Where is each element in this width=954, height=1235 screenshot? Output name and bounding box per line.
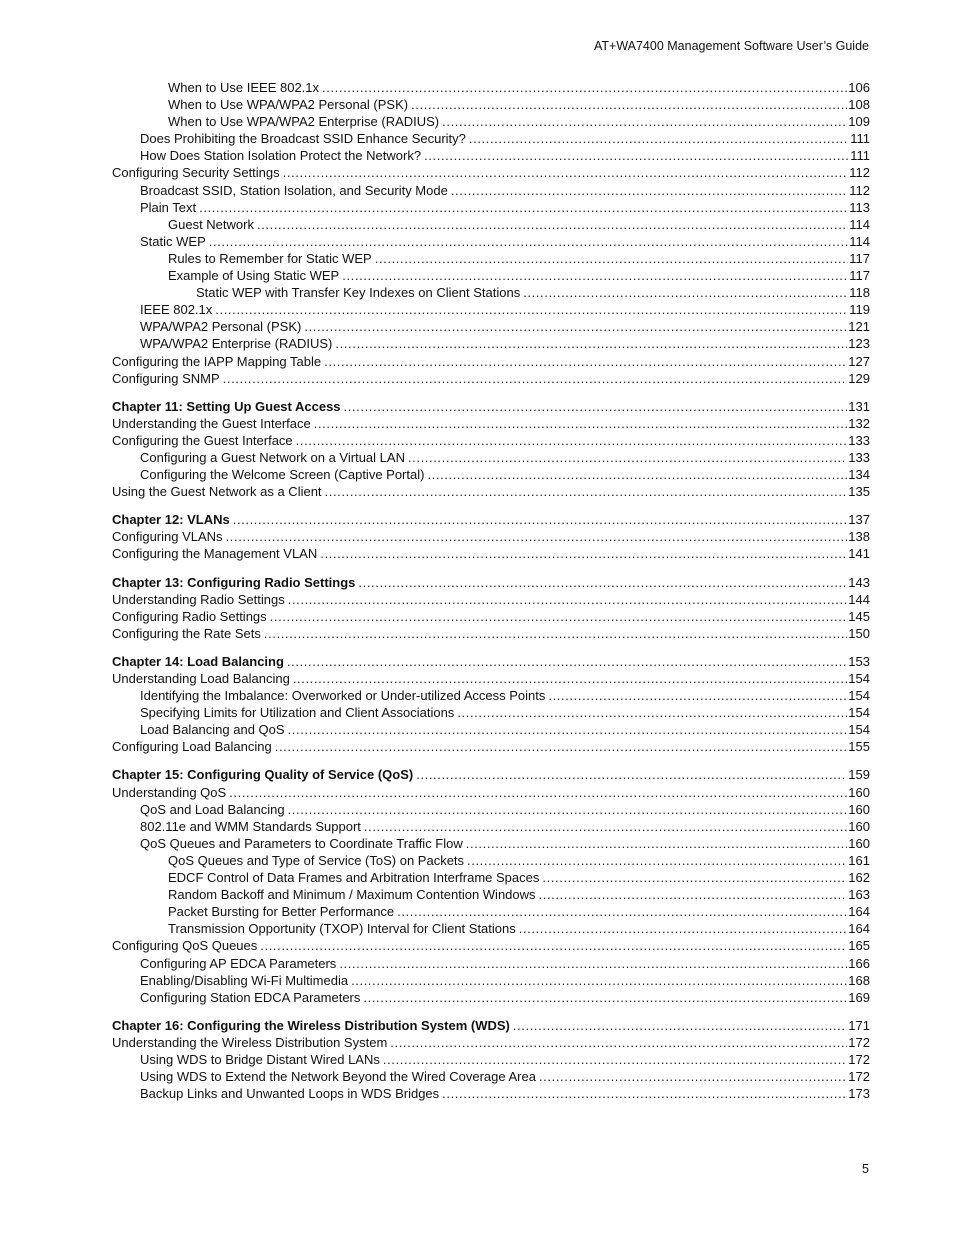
dot-leader bbox=[335, 335, 847, 352]
toc-entry-title: Configuring the Guest Interface bbox=[112, 432, 293, 448]
toc-entry[interactable] bbox=[112, 335, 870, 352]
toc-entry[interactable] bbox=[112, 591, 870, 608]
toc-entry[interactable] bbox=[112, 353, 870, 370]
dot-leader bbox=[513, 1017, 847, 1034]
toc-entry-title: Using WDS to Extend the Network Beyond the Wired Coverage Area bbox=[140, 1069, 536, 1085]
toc-entry[interactable] bbox=[112, 284, 870, 301]
toc-entry[interactable] bbox=[112, 721, 870, 738]
toc-entry-title: Specifying Limits for Utilization and Client Associations bbox=[140, 705, 455, 721]
toc-entry-title: WPA/WPA2 Personal (PSK) bbox=[140, 319, 302, 335]
toc-entry-title: QoS Queues and Parameters to Coordinate Traffic Flow bbox=[140, 835, 463, 851]
toc-entry-title: Configuring VLANs bbox=[112, 529, 223, 545]
toc-entry-page-number: 164 bbox=[848, 904, 870, 920]
toc-entry[interactable] bbox=[112, 801, 870, 818]
toc-entry-title: Random Backoff and Minimum / Maximum Contention Windows bbox=[168, 887, 536, 903]
toc-entry[interactable] bbox=[112, 96, 870, 113]
toc-entry[interactable] bbox=[112, 130, 870, 147]
table-of-contents bbox=[112, 79, 870, 1102]
toc-entry[interactable] bbox=[112, 1034, 870, 1051]
toc-entry[interactable] bbox=[112, 989, 870, 1006]
toc-entry-page-number: 161 bbox=[848, 852, 870, 868]
toc-entry-title: Backup Links and Unwanted Loops in WDS Bridges bbox=[140, 1086, 440, 1102]
toc-entry[interactable] bbox=[112, 886, 870, 903]
dot-leader bbox=[542, 869, 847, 886]
toc-entry[interactable] bbox=[112, 432, 870, 449]
toc-entry-title: Static WEP bbox=[140, 233, 206, 249]
toc-entry-title: Does Prohibiting the Broadcast SSID Enhance Security? bbox=[140, 131, 466, 147]
dot-leader bbox=[457, 704, 847, 721]
toc-entry-title: Configuring Security Settings bbox=[112, 165, 280, 181]
dot-leader bbox=[275, 738, 848, 755]
toc-chapter-heading[interactable] bbox=[112, 1017, 870, 1034]
dot-leader bbox=[424, 147, 849, 164]
toc-entry-title: Understanding Radio Settings bbox=[112, 591, 285, 607]
toc-entry[interactable] bbox=[112, 704, 870, 721]
toc-entry[interactable] bbox=[112, 818, 870, 835]
toc-chapter-heading[interactable] bbox=[112, 653, 870, 670]
toc-entry-title: Chapter 13: Configuring Radio Settings bbox=[112, 574, 356, 590]
dot-leader bbox=[469, 130, 849, 147]
toc-entry-page-number: 144 bbox=[848, 591, 870, 607]
toc-entry-title: Chapter 15: Configuring Quality of Service (QoS) bbox=[112, 767, 414, 783]
dot-leader bbox=[339, 955, 847, 972]
toc-entry[interactable] bbox=[112, 1085, 870, 1102]
toc-entry-page-number: 172 bbox=[848, 1069, 870, 1085]
dot-leader bbox=[199, 199, 848, 216]
toc-entry[interactable] bbox=[112, 608, 870, 625]
toc-entry-title: Packet Bursting for Better Performance bbox=[168, 904, 395, 920]
toc-entry-title: Configuring AP EDCA Parameters bbox=[140, 955, 337, 971]
toc-entry[interactable] bbox=[112, 920, 870, 937]
toc-entry-title: IEEE 802.1x bbox=[140, 302, 213, 318]
dot-leader bbox=[344, 398, 848, 415]
dot-leader bbox=[442, 1085, 847, 1102]
toc-entry[interactable] bbox=[112, 955, 870, 972]
dot-leader bbox=[288, 801, 848, 818]
toc-entry-title: Configuring a Guest Network on a Virtual LAN bbox=[140, 449, 405, 465]
toc-entry-page-number: 114 bbox=[849, 216, 870, 232]
toc-entry-page-number: 117 bbox=[849, 250, 870, 266]
toc-entry-title: WPA/WPA2 Enterprise (RADIUS) bbox=[140, 336, 333, 352]
toc-entry-page-number: 160 bbox=[848, 801, 870, 817]
dot-leader bbox=[314, 415, 848, 432]
toc-entry-page-number: 172 bbox=[848, 1034, 870, 1050]
toc-entry-title: Chapter 12: VLANs bbox=[112, 512, 230, 528]
toc-entry-title: Guest Network bbox=[168, 216, 254, 232]
toc-entry-page-number: 163 bbox=[848, 887, 870, 903]
dot-leader bbox=[411, 96, 847, 113]
page-number: 5 bbox=[862, 1162, 869, 1176]
dot-leader bbox=[226, 528, 848, 545]
toc-entry-title: QoS Queues and Type of Service (ToS) on Packets bbox=[168, 852, 465, 868]
toc-entry-page-number: 112 bbox=[849, 182, 870, 198]
toc-entry-title: When to Use WPA/WPA2 Enterprise (RADIUS) bbox=[168, 114, 440, 130]
toc-entry-page-number: 159 bbox=[848, 767, 870, 783]
toc-entry[interactable] bbox=[112, 370, 870, 387]
toc-entry-page-number: 143 bbox=[848, 574, 870, 590]
toc-entry[interactable] bbox=[112, 147, 870, 164]
dot-leader bbox=[390, 1034, 847, 1051]
toc-entry-page-number: 160 bbox=[848, 835, 870, 851]
dot-leader bbox=[260, 937, 847, 954]
dot-leader bbox=[264, 625, 847, 642]
toc-entry-page-number: 155 bbox=[848, 739, 870, 755]
toc-entry-page-number: 150 bbox=[848, 625, 870, 641]
toc-entry[interactable] bbox=[112, 835, 870, 852]
toc-entry-page-number: 153 bbox=[848, 653, 870, 669]
dot-leader bbox=[209, 233, 849, 250]
toc-entry-title: Configuring the IAPP Mapping Table bbox=[112, 353, 322, 369]
toc-entry-page-number: 131 bbox=[848, 398, 870, 414]
toc-entry-page-number: 112 bbox=[849, 165, 870, 181]
toc-chapter-heading[interactable] bbox=[112, 574, 870, 591]
toc-entry-page-number: 169 bbox=[848, 989, 870, 1005]
toc-entry[interactable] bbox=[112, 784, 870, 801]
toc-entry-page-number: 129 bbox=[848, 370, 870, 386]
toc-entry-page-number: 111 bbox=[850, 131, 870, 147]
toc-entry-title: Configuring the Rate Sets bbox=[112, 625, 261, 641]
dot-leader bbox=[288, 591, 848, 608]
toc-entry[interactable] bbox=[112, 903, 870, 920]
toc-entry-title: Configuring Station EDCA Parameters bbox=[140, 989, 361, 1005]
dot-leader bbox=[427, 466, 847, 483]
toc-entry[interactable] bbox=[112, 415, 870, 432]
toc-entry-page-number: 137 bbox=[848, 512, 870, 528]
toc-entry[interactable] bbox=[112, 199, 870, 216]
toc-entry-page-number: 108 bbox=[848, 97, 870, 113]
toc-entry-title: Configuring Radio Settings bbox=[112, 608, 267, 624]
toc-entry[interactable] bbox=[112, 250, 870, 267]
toc-entry-page-number: 117 bbox=[849, 268, 870, 284]
toc-entry-title: When to Use WPA/WPA2 Personal (PSK) bbox=[168, 97, 409, 113]
toc-entry[interactable] bbox=[112, 937, 870, 954]
toc-entry-page-number: 164 bbox=[848, 921, 870, 937]
dot-leader bbox=[451, 182, 848, 199]
dot-leader bbox=[229, 784, 847, 801]
toc-entry-title: Load Balancing and QoS bbox=[140, 722, 285, 738]
toc-entry-page-number: 138 bbox=[848, 529, 870, 545]
toc-entry[interactable] bbox=[112, 318, 870, 335]
dot-leader bbox=[257, 216, 848, 233]
toc-entry-page-number: 160 bbox=[848, 784, 870, 800]
toc-entry-page-number: 118 bbox=[849, 285, 870, 301]
toc-entry[interactable] bbox=[112, 233, 870, 250]
dot-leader bbox=[375, 250, 849, 267]
dot-leader bbox=[233, 511, 848, 528]
toc-entry-page-number: 132 bbox=[848, 415, 870, 431]
dot-leader bbox=[364, 818, 847, 835]
toc-entry-page-number: 154 bbox=[848, 671, 870, 686]
toc-entry-title: Understanding Load Balancing bbox=[112, 671, 290, 686]
toc-entry[interactable] bbox=[112, 1051, 870, 1068]
toc-chapter-heading[interactable] bbox=[112, 398, 870, 415]
toc-entry[interactable] bbox=[112, 113, 870, 130]
toc-entry-title: When to Use IEEE 802.1x bbox=[168, 80, 320, 95]
toc-entry[interactable] bbox=[112, 528, 870, 545]
toc-entry-title: Using WDS to Bridge Distant Wired LANs bbox=[140, 1051, 380, 1067]
toc-entry[interactable] bbox=[112, 267, 870, 284]
toc-entry-page-number: 165 bbox=[848, 938, 870, 954]
dot-leader bbox=[363, 989, 847, 1006]
toc-entry-page-number: 154 bbox=[848, 688, 870, 704]
dot-leader bbox=[539, 1068, 847, 1085]
toc-entry-page-number: 135 bbox=[848, 484, 870, 500]
toc-entry[interactable] bbox=[112, 79, 870, 96]
toc-entry-title: Example of Using Static WEP bbox=[168, 268, 340, 284]
toc-entry-page-number: 166 bbox=[848, 955, 870, 971]
toc-entry[interactable] bbox=[112, 670, 870, 687]
dot-leader bbox=[539, 886, 848, 903]
toc-entry-page-number: 171 bbox=[848, 1017, 870, 1033]
dot-leader bbox=[548, 687, 847, 704]
toc-entry-page-number: 145 bbox=[848, 608, 870, 624]
toc-entry[interactable] bbox=[112, 738, 870, 755]
toc-entry-page-number: 123 bbox=[848, 336, 870, 352]
toc-entry-title: Understanding the Wireless Distribution System bbox=[112, 1034, 388, 1050]
dot-leader bbox=[296, 432, 848, 449]
toc-entry-page-number: 172 bbox=[848, 1051, 870, 1067]
toc-entry[interactable] bbox=[112, 972, 870, 989]
dot-leader bbox=[287, 653, 847, 670]
toc-entry[interactable] bbox=[112, 852, 870, 869]
toc-entry-page-number: 119 bbox=[849, 302, 870, 318]
toc-entry[interactable] bbox=[112, 301, 870, 318]
toc-entry-title: Static WEP with Transfer Key Indexes on Client Stations bbox=[196, 285, 521, 301]
running-header: AT+WA7400 Management Software User’s Guide bbox=[593, 39, 869, 53]
toc-chapter-heading[interactable] bbox=[112, 511, 870, 528]
dot-leader bbox=[466, 835, 848, 852]
toc-entry[interactable] bbox=[112, 869, 870, 886]
dot-leader bbox=[442, 113, 847, 130]
toc-entry-title: Identifying the Imbalance: Overworked or Under-utilized Access Points bbox=[140, 688, 546, 704]
dot-leader bbox=[283, 164, 849, 181]
toc-entry-title: Understanding the Guest Interface bbox=[112, 415, 311, 431]
dot-leader bbox=[293, 670, 847, 687]
toc-entry-page-number: 133 bbox=[848, 449, 870, 465]
toc-entry-page-number: 113 bbox=[849, 199, 870, 215]
toc-entry-title: Chapter 14: Load Balancing bbox=[112, 653, 284, 669]
toc-entry-title: Enabling/Disabling Wi-Fi Multimedia bbox=[140, 972, 349, 988]
dot-leader bbox=[324, 353, 847, 370]
toc-entry-page-number: 133 bbox=[848, 432, 870, 448]
toc-entry[interactable] bbox=[112, 545, 870, 562]
dot-leader bbox=[467, 852, 847, 869]
toc-entry-title: Configuring the Management VLAN bbox=[112, 546, 318, 562]
toc-entry[interactable] bbox=[112, 466, 870, 483]
dot-leader bbox=[223, 370, 848, 387]
toc-entry-page-number: 154 bbox=[848, 722, 870, 738]
toc-entry-title: Configuring SNMP bbox=[112, 370, 220, 386]
toc-entry[interactable] bbox=[112, 483, 870, 500]
toc-entry-page-number: 162 bbox=[848, 870, 870, 886]
dot-leader bbox=[351, 972, 847, 989]
toc-entry[interactable] bbox=[112, 164, 870, 181]
dot-leader bbox=[523, 284, 848, 301]
toc-entry[interactable] bbox=[112, 687, 870, 704]
toc-entry-title: Plain Text bbox=[140, 199, 197, 215]
toc-entry-page-number: 160 bbox=[848, 818, 870, 834]
toc-entry-title: Configuring Load Balancing bbox=[112, 739, 272, 755]
toc-entry-page-number: 121 bbox=[848, 319, 870, 335]
toc-entry-page-number: 127 bbox=[848, 353, 870, 369]
toc-entry-page-number: 141 bbox=[848, 546, 870, 562]
toc-entry-title: Configuring QoS Queues bbox=[112, 938, 258, 954]
dot-leader bbox=[342, 267, 848, 284]
toc-entry-page-number: 173 bbox=[848, 1086, 870, 1102]
toc-entry-title: QoS and Load Balancing bbox=[140, 801, 285, 817]
toc-entry-page-number: 111 bbox=[850, 148, 870, 164]
toc-entry-title: Broadcast SSID, Station Isolation, and Security Mode bbox=[140, 182, 448, 198]
toc-entry-page-number: 114 bbox=[849, 233, 870, 249]
toc-entry-page-number: 106 bbox=[848, 80, 870, 95]
toc-entry-title: How Does Station Isolation Protect the Network? bbox=[140, 148, 422, 164]
toc-chapter-heading[interactable] bbox=[112, 766, 870, 783]
dot-leader bbox=[215, 301, 848, 318]
dot-leader bbox=[416, 766, 847, 783]
dot-leader bbox=[325, 483, 848, 500]
toc-entry-title: Using the Guest Network as a Client bbox=[112, 484, 322, 500]
dot-leader bbox=[358, 574, 847, 591]
toc-entry-title: Rules to Remember for Static WEP bbox=[168, 250, 372, 266]
toc-entry[interactable] bbox=[112, 182, 870, 199]
dot-leader bbox=[320, 545, 847, 562]
toc-entry-page-number: 134 bbox=[848, 467, 870, 483]
toc-entry-title: Chapter 11: Setting Up Guest Access bbox=[112, 398, 341, 414]
dot-leader bbox=[383, 1051, 847, 1068]
toc-entry-title: 802.11e and WMM Standards Support bbox=[140, 818, 361, 834]
dot-leader bbox=[322, 79, 847, 96]
toc-entry[interactable] bbox=[112, 216, 870, 233]
toc-entry-title: Chapter 16: Configuring the Wireless Distribution System (WDS) bbox=[112, 1017, 510, 1033]
toc-entry[interactable] bbox=[112, 625, 870, 642]
dot-leader bbox=[288, 721, 848, 738]
toc-entry-title: Understanding QoS bbox=[112, 784, 227, 800]
toc-entry[interactable] bbox=[112, 449, 870, 466]
toc-entry-page-number: 109 bbox=[848, 114, 870, 130]
dot-leader bbox=[397, 903, 847, 920]
dot-leader bbox=[270, 608, 848, 625]
dot-leader bbox=[519, 920, 848, 937]
toc-entry-title: EDCF Control of Data Frames and Arbitration Interframe Spaces bbox=[168, 870, 540, 886]
dot-leader bbox=[408, 449, 847, 466]
toc-entry-page-number: 154 bbox=[848, 705, 870, 721]
dot-leader bbox=[304, 318, 847, 335]
toc-entry-title: Configuring the Welcome Screen (Captive Portal) bbox=[140, 467, 425, 483]
toc-entry-page-number: 168 bbox=[848, 972, 870, 988]
toc-entry[interactable] bbox=[112, 1068, 870, 1085]
toc-entry-title: Transmission Opportunity (TXOP) Interval for Client Stations bbox=[168, 921, 516, 937]
